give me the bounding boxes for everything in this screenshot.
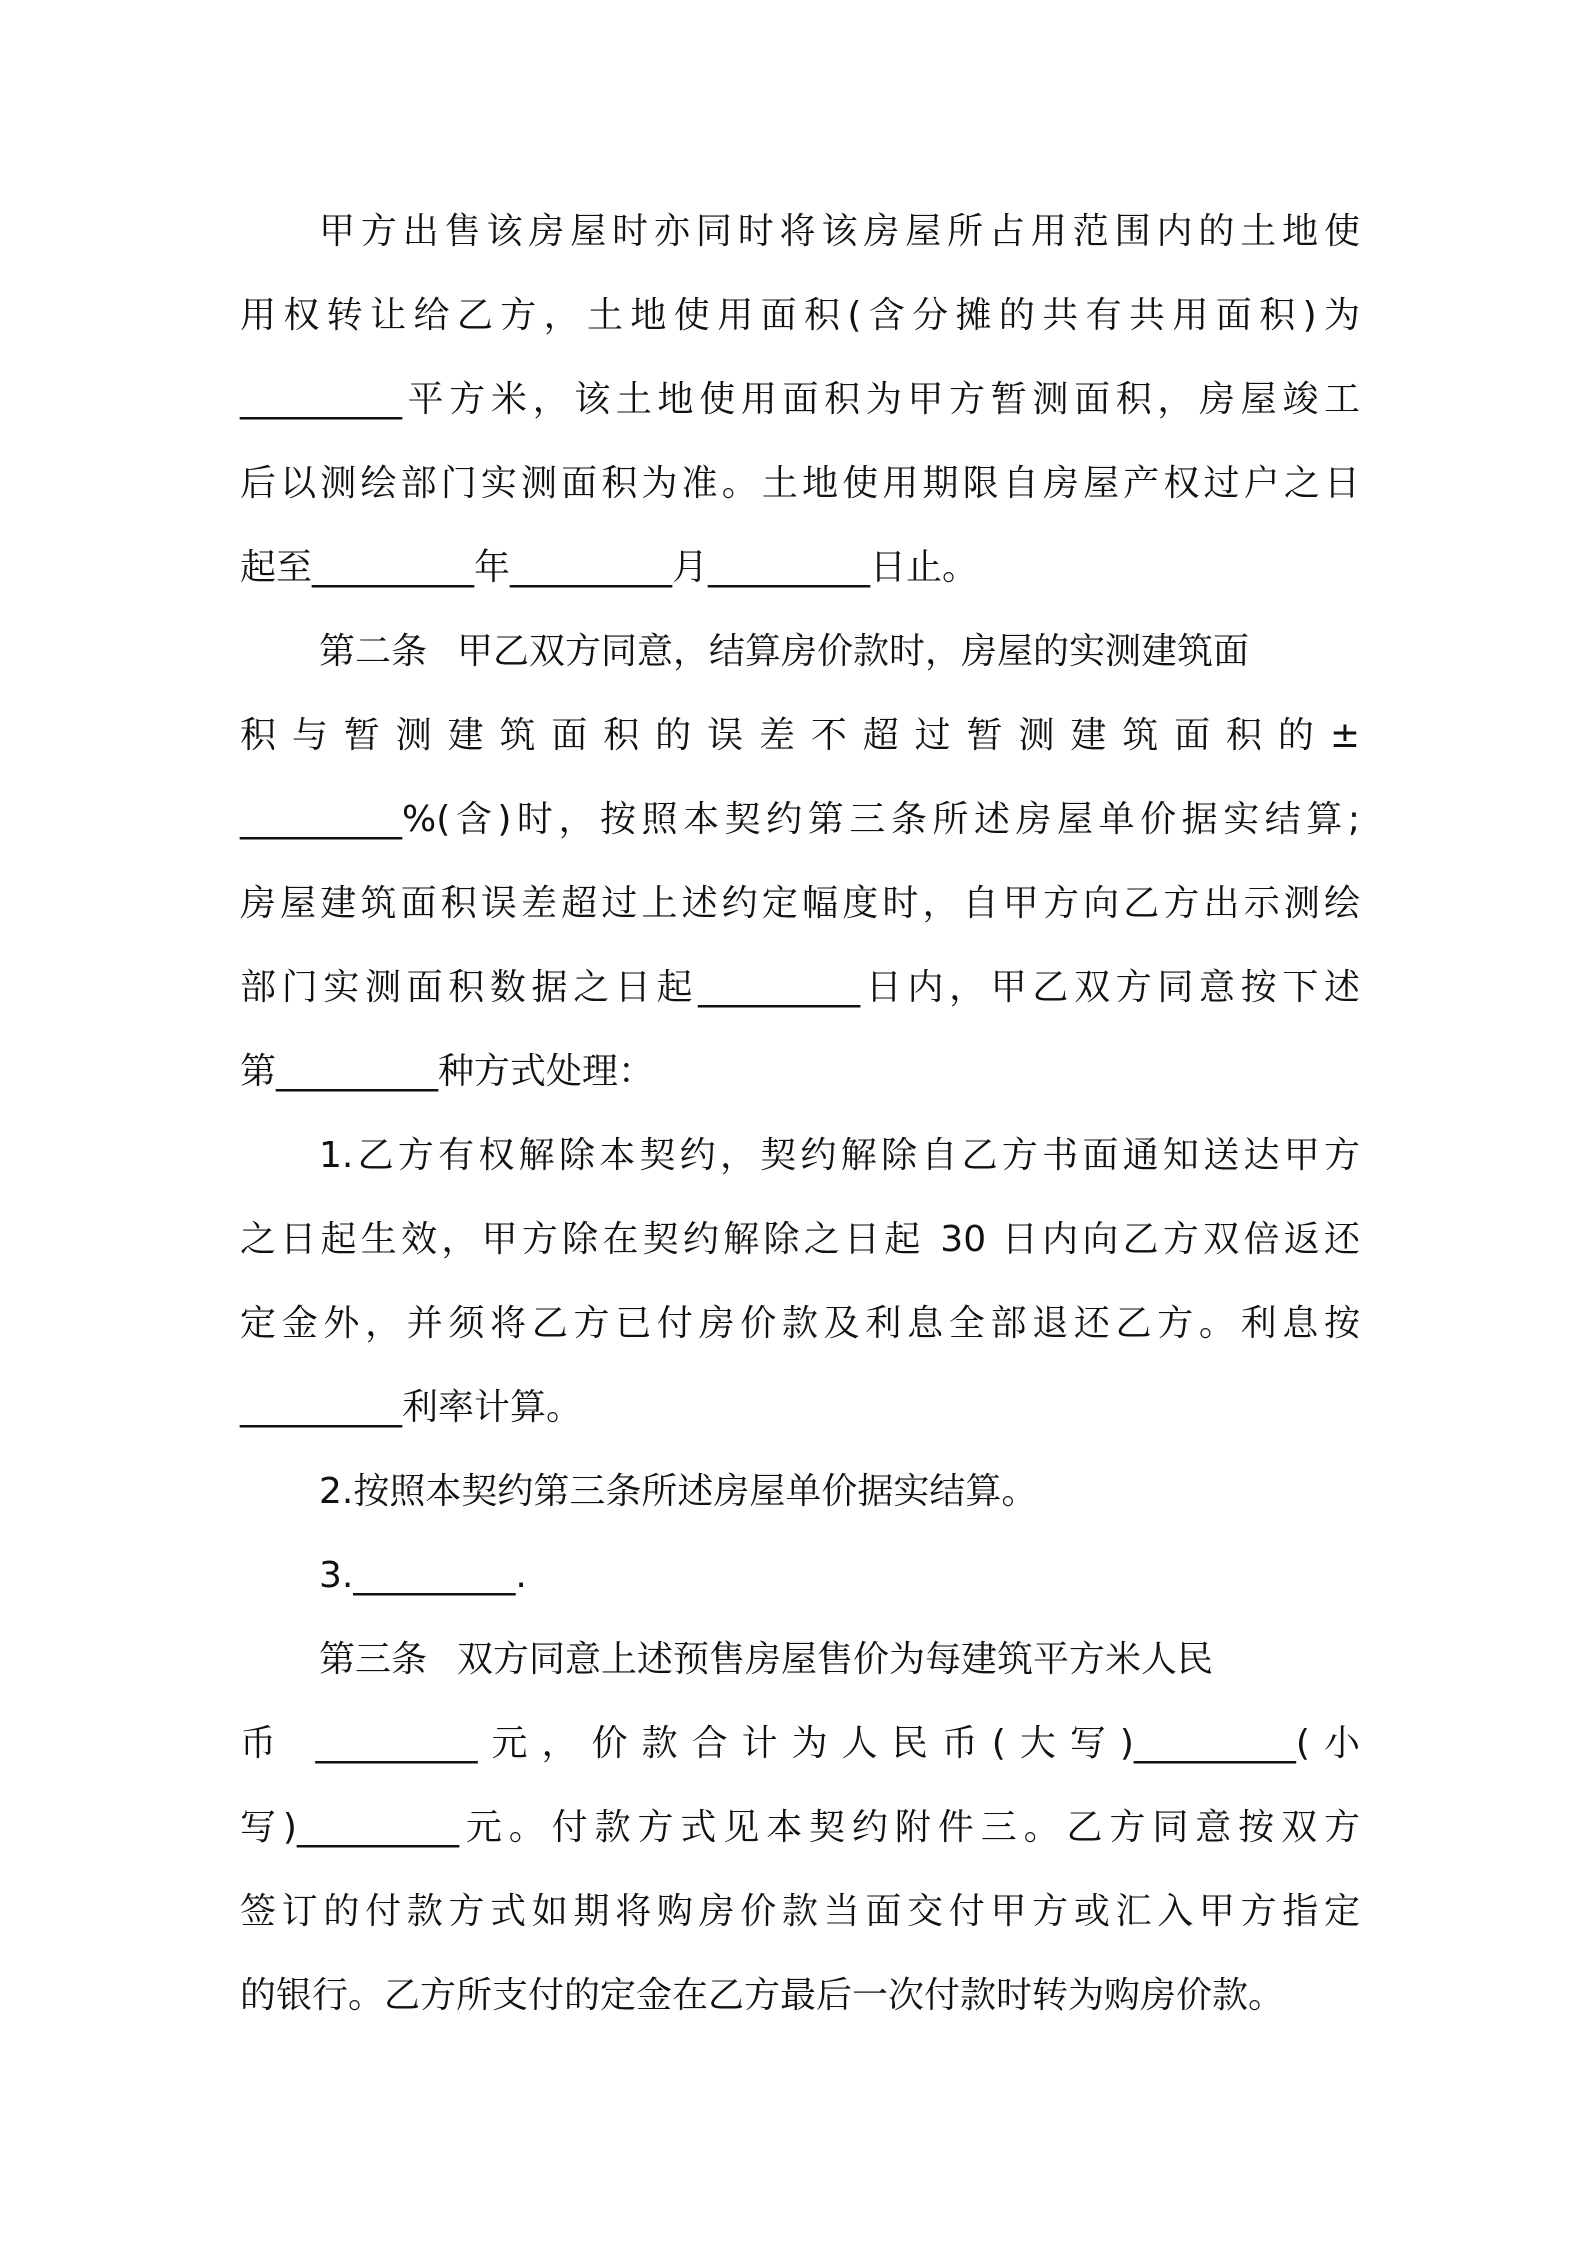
paragraph-land-use-line-3: _________平方米，该土地使用面积为甲方暂测面积，房屋竣工	[240, 379, 1360, 420]
option-1-line-4: _________利率计算。	[240, 1387, 583, 1428]
article-3-line-2: 币 _________元，价款合计为人民币(大写)_________(小	[240, 1723, 1360, 1764]
article-2-line-2: 积与暂测建筑面积的误差不超过暂测建筑面积的±	[240, 715, 1360, 756]
option-1-line-3: 定金外，并须将乙方已付房价款及利息全部退还乙方。利息按	[240, 1303, 1360, 1344]
paragraph-land-use-line-5: 起至_________年_________月_________日止。	[240, 547, 979, 588]
option-2: 2.按照本契约第三条所述房屋单价据实结算。	[319, 1471, 1038, 1512]
article-2-line-5: 部门实测面积数据之日起_________日内，甲乙双方同意按下述	[240, 967, 1360, 1008]
article-3-line-3: 写)_________元。付款方式见本契约附件三。乙方同意按双方	[240, 1807, 1360, 1848]
article-2-line-3: _________%(含)时，按照本契约第三条所述房屋单价据实结算;	[240, 799, 1360, 840]
article-2-line-1	[240, 610, 1360, 694]
article-3-line-1-text: 双方同意上述预售房屋售价为每建筑平方米人民	[457, 1639, 1214, 1680]
article-2-line-1-text: 甲乙双方同意，结算房价款时，房屋的实测建筑面	[457, 631, 1250, 672]
article-3-line-5: 的银行。乙方所支付的定金在乙方最后一次付款时转为购房价款。	[240, 1975, 1285, 2016]
option-1-line-2: 之日起生效，甲方除在契约解除之日起 30 日内向乙方双倍返还	[240, 1219, 1360, 1260]
article-3-line-4: 签订的付款方式如期将购房价款当面交付甲方或汇入甲方指定	[240, 1891, 1360, 1932]
paragraph-land-use-line-2: 用权转让给乙方，土地使用面积(含分摊的共有共用面积)为	[240, 295, 1360, 336]
option-1-line-1: 1.乙方有权解除本契约，契约解除自乙方书面通知送达甲方	[319, 1135, 1360, 1176]
option-3: 3._________.	[319, 1555, 527, 1596]
paragraph-land-use-line-4: 后以测绘部门实测面积为准。土地使用期限自房屋产权过户之日	[240, 463, 1360, 504]
article-3-heading: 第三条	[319, 1639, 428, 1680]
paragraph-land-use-line-1: 甲方出售该房屋时亦同时将该房屋所占用范围内的土地使	[319, 211, 1360, 252]
contract-text	[240, 190, 1360, 2038]
article-2-line-4: 房屋建筑面积误差超过上述约定幅度时，自甲方向乙方出示测绘	[240, 883, 1360, 924]
article-2-heading: 第二条	[319, 631, 428, 672]
article-2-line-6: 第_________种方式处理：	[240, 1051, 655, 1092]
article-3-line-1	[240, 1618, 1360, 1702]
